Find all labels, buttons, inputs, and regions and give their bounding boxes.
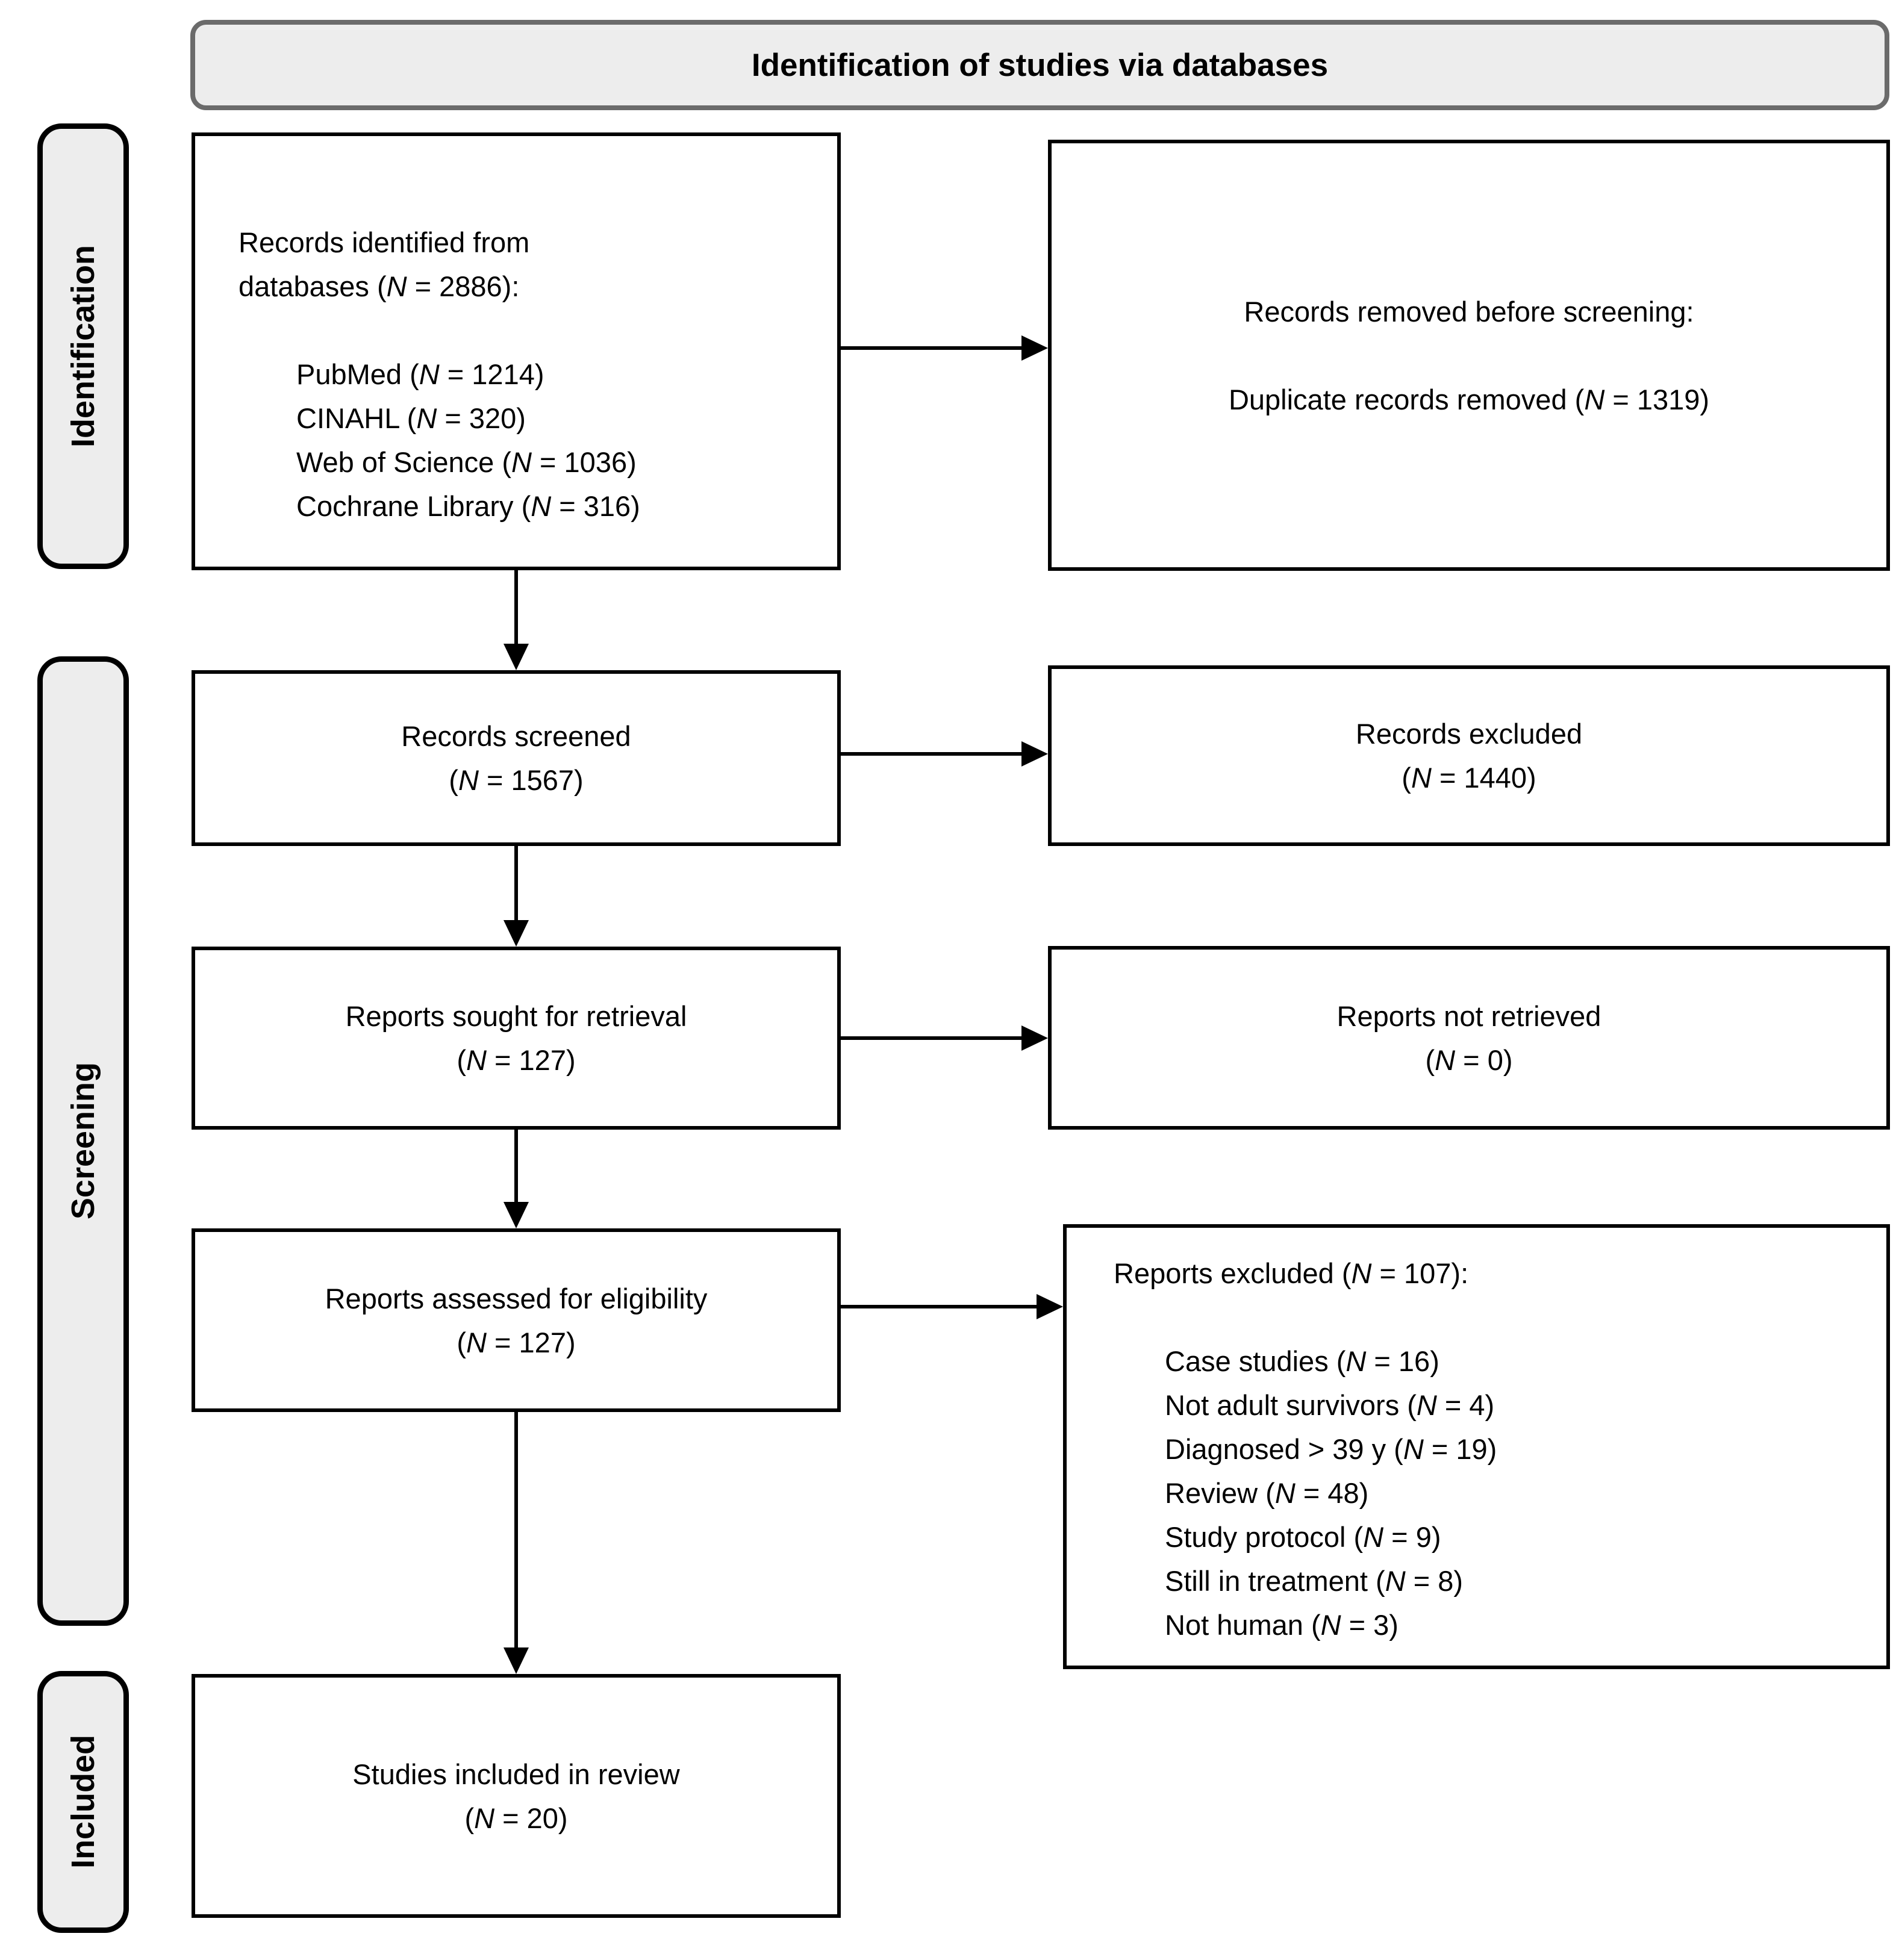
box-reports-excluded xyxy=(1063,1224,1890,1669)
reports-not-retrieved-line1: Reports not retrieved xyxy=(1336,1000,1601,1032)
database-item-cinahl: CINAHL (N = 320) xyxy=(296,402,526,434)
box-reports-sought xyxy=(192,947,841,1130)
studies-included-count: (N = 20) xyxy=(464,1802,568,1834)
database-item-pubmed: PubMed (N = 1214) xyxy=(296,358,544,390)
box-records-excluded xyxy=(1048,665,1890,846)
arrow-identified-to-removed-head xyxy=(1021,335,1048,361)
records-identified-line1: Records identified from xyxy=(239,226,530,258)
box-records-removed xyxy=(1048,140,1890,571)
reports-sought-line1: Reports sought for retrieval xyxy=(345,1000,687,1032)
arrow-identified-to-screened-shaft xyxy=(514,570,518,647)
box-reports-assessed xyxy=(192,1228,841,1412)
exclusion-item-study-protocol: Study protocol (N = 9) xyxy=(1165,1521,1441,1553)
records-removed-line1: Records removed before screening: xyxy=(1244,295,1694,328)
reports-not-retrieved-count: (N = 0) xyxy=(1425,1044,1513,1076)
stage-label-identification: Identification xyxy=(37,123,129,569)
arrow-screened-to-excluded-shaft xyxy=(841,752,1023,756)
records-excluded-line1: Records excluded xyxy=(1355,718,1583,750)
arrow-assessed-to-reports-excluded-head xyxy=(1037,1294,1063,1319)
blank-line xyxy=(239,308,813,352)
database-item-cochrane: Cochrane Library (N = 316) xyxy=(296,490,640,522)
diagram-title: Identification of studies via databases xyxy=(751,47,1329,83)
studies-included-line1: Studies included in review xyxy=(352,1758,680,1790)
arrow-sought-to-not-retrieved-head xyxy=(1021,1025,1048,1051)
reports-assessed-line1: Reports assessed for eligibility xyxy=(325,1282,708,1314)
arrow-screened-to-excluded-head xyxy=(1021,741,1048,767)
exclusion-item-not-adult-survivors: Not adult survivors (N = 4) xyxy=(1165,1389,1495,1421)
records-screened-count: (N = 1567) xyxy=(449,764,584,796)
arrow-identified-to-removed-shaft xyxy=(841,346,1023,350)
records-removed-line2: Duplicate records removed (N = 1319) xyxy=(1228,383,1710,415)
arrow-assessed-to-included-shaft xyxy=(514,1412,518,1651)
reports-excluded-title: Reports excluded (N = 107): xyxy=(1114,1257,1469,1289)
box-studies-included xyxy=(192,1674,841,1918)
arrow-sought-to-not-retrieved-shaft xyxy=(841,1036,1023,1040)
exclusion-item-review: Review (N = 48) xyxy=(1165,1477,1369,1509)
box-records-screened xyxy=(192,670,841,846)
records-excluded-count: (N = 1440) xyxy=(1402,762,1536,794)
arrow-identified-to-screened-head xyxy=(504,644,529,670)
exclusion-item-diagnosed-over-39: Diagnosed > 39 y (N = 19) xyxy=(1165,1433,1497,1465)
stage-label-screening: Screening xyxy=(37,656,129,1626)
reports-sought-count: (N = 127) xyxy=(457,1044,576,1076)
arrow-sought-to-assessed-head xyxy=(504,1202,529,1228)
exclusion-item-case-studies: Case studies (N = 16) xyxy=(1165,1345,1439,1377)
title-banner xyxy=(190,20,1889,110)
records-screened-line1: Records screened xyxy=(401,720,631,752)
arrow-assessed-to-reports-excluded-shaft xyxy=(841,1305,1038,1308)
arrow-screened-to-sought-head xyxy=(504,920,529,947)
arrow-assessed-to-included-head xyxy=(504,1647,529,1674)
arrow-screened-to-sought-shaft xyxy=(514,846,518,924)
stage-label-included: Included xyxy=(37,1671,129,1933)
arrow-sought-to-assessed-shaft xyxy=(514,1130,518,1206)
exclusion-item-still-in-treatment: Still in treatment (N = 8) xyxy=(1165,1565,1463,1597)
box-reports-not-retrieved xyxy=(1048,946,1890,1130)
exclusion-item-not-human: Not human (N = 3) xyxy=(1165,1609,1399,1641)
reports-assessed-count: (N = 127) xyxy=(457,1326,576,1358)
box-records-identified xyxy=(192,132,841,570)
blank-line xyxy=(1114,1295,1868,1339)
records-identified-line2: databases (N = 2886): xyxy=(239,270,520,302)
database-item-web-of-science: Web of Science (N = 1036) xyxy=(296,446,637,478)
